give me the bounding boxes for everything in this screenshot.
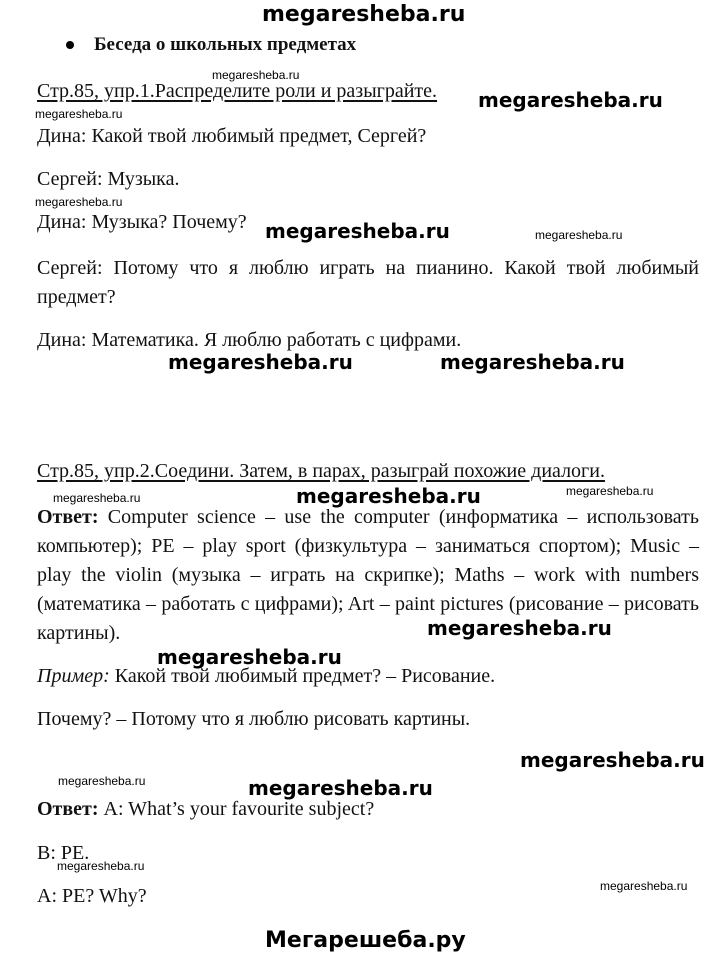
watermark: megaresheba.ru	[157, 645, 342, 669]
example-label: Пример:	[37, 665, 110, 687]
watermark-small: megaresheba.ru	[212, 68, 300, 82]
watermark-small: megaresheba.ru	[57, 859, 145, 873]
watermark-small: megaresheba.ru	[535, 228, 623, 242]
dialog-line: Сергей: Музыка.	[37, 168, 180, 190]
exercise-2-title: Стр.85, упр.2.Соедини. Затем, в парах, разыграй похожие диалоги.	[37, 460, 605, 482]
dialog-line: Дина: Математика. Я люблю работать с цифрами.	[37, 329, 462, 351]
answer-2-text: A: What’s your favourite subject?	[98, 798, 375, 820]
watermark: megaresheba.ru	[440, 350, 625, 374]
answer-label: Ответ:	[37, 506, 99, 528]
watermark: megaresheba.ru	[478, 88, 663, 112]
watermark-small: megaresheba.ru	[600, 879, 688, 893]
watermark-small: megaresheba.ru	[566, 484, 654, 498]
watermark: megaresheba.ru	[265, 219, 450, 243]
dialog-line: B: PE.	[37, 842, 90, 864]
answer-text: Computer science – use the computer (информатика – использовать компьютер); PE – play sport (физкультура – заниматься спортом); Music – play the violin (музыка – играть на скрипке); Maths – work with numbers (математика – работать с цифрами); Art – paint pictures (рисование – рисовать картины).	[37, 506, 699, 644]
dialog-paragraph: Сергей: Потому что я люблю играть на пианино. Какой твой любимый предмет?	[37, 257, 699, 308]
dialog-line: Дина: Какой твой любимый предмет, Сергей?	[37, 125, 427, 147]
exercise-1-title: Стр.85, упр.1.Распределите роли и разыграйте.	[37, 80, 438, 102]
example-line-2: Почему? – Потому что я люблю рисовать картины.	[37, 708, 471, 730]
watermark: megaresheba.ru	[248, 776, 433, 800]
watermark: megaresheba.ru	[296, 484, 481, 508]
watermark-small: megaresheba.ru	[35, 195, 123, 209]
watermark-small: megaresheba.ru	[53, 491, 141, 505]
watermark: megaresheba.ru	[168, 350, 353, 374]
site-header: megaresheba.ru	[262, 2, 466, 27]
footer-brand: Мегарешеба.ру	[265, 928, 466, 953]
dialog-line: Дина: Музыка? Почему?	[37, 211, 247, 233]
example-text: Какой твой любимый предмет? – Рисование.	[109, 665, 496, 687]
watermark: megaresheba.ru	[427, 616, 612, 640]
bullet-icon	[66, 41, 74, 49]
watermark: megaresheba.ru	[520, 748, 705, 772]
section-heading: Беседа о школьных предметах	[94, 34, 357, 55]
answer-2-label: Ответ:	[37, 798, 99, 820]
dialog-line: A: PE? Why?	[37, 885, 147, 907]
watermark-small: megaresheba.ru	[58, 774, 146, 788]
watermark-small: megaresheba.ru	[35, 107, 123, 121]
